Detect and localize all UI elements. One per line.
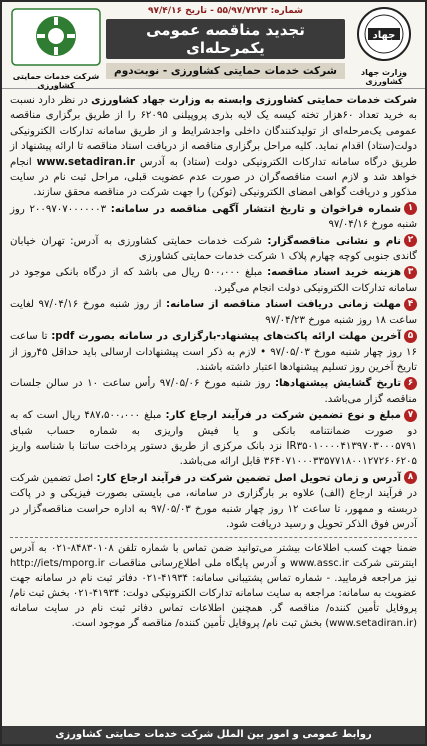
item-label: آدرس و زمان تحویل اصل تضمین شرکت در فرآیند ارجاع کار: — [96, 472, 401, 484]
list-item — [10, 376, 417, 407]
item-number: ۵ — [404, 330, 417, 343]
item-number: ۶ — [404, 377, 417, 390]
list-item — [10, 234, 417, 265]
company-logo — [8, 8, 104, 90]
company-caption: شرکت خدمات حمایتی کشاورزی — [12, 72, 100, 90]
item-number: ۴ — [404, 298, 417, 311]
intro-text-2: انجام خواهد شد و لازم است مناقصه‌گران در صورت عدم عضویت قبلی، مراحل ثبت نام در سایت مذکور و دریافت گواهی امضای الکترونیکی (توکن) را جهت شرکت در مناقصه محقق سازند. — [10, 156, 417, 199]
item-label: مبلغ و نوع تضمین شرکت در فرآیند ارجاع کار: — [165, 410, 401, 422]
ministry-logo-text: جهاد — [372, 30, 396, 41]
item-number: ۳ — [404, 266, 417, 279]
item-text: از روز شنبه مورخ ۹۷/۰۴/۱۶ لغایت ساعت ۱۸ روز شنبه مورخ ۹۷/۰۴/۲۳ — [10, 299, 417, 326]
intro-company: شرکت خدمات حمایتی کشاورزی وابسته به وزارت جهاد کشاورزی — [91, 95, 417, 106]
list-item — [10, 471, 417, 533]
item-label: مهلت زمانی دریافت اسناد مناقصه از سامانه: — [166, 299, 401, 311]
notice-subtitle: شرکت خدمات حمایتی کشاورزی - نوبت‌دوم — [106, 63, 345, 79]
contact-info: ضمنا جهت کسب اطلاعات بیشتر می‌توانید ضمن تماس با شماره تلفن ۸۴۸۳۰۱۰۸-۰۲۱ به آدرس اینترنتی شرکت www.assc.ir و آدرس پایگاه ملی اطلاع‌رسانی مناقصات http://iets/mporg.ir نیز مراجعه فرمایید. - شماره تماس پشتیبانی سامانه: ۴۱۹۳۴-۰۲۱ دفاتر ثبت نام در سامانه جهت عضویت به سامانه: مراجعه به سایت سامانه تدارکات الکترونیکی دولت: ۴۱۹۳۴-۰۲۱ بخش ثبت نام/ پروفایل تأمین کننده/ مناقصه گر. همچنین اطلاعات تماس دفاتر ثبت نام در سایت سامانه (www.setadiran.ir) بخش ثبت نام/ پروفایل تأمین کننده/ مناقصه گر موجود است. — [10, 537, 417, 631]
ministry-caption: وزارت جهاد کشاورزی — [361, 68, 407, 86]
list-item — [10, 297, 417, 328]
item-text: شرکت خدمات حمایتی کشاورزی به آدرس: تهران خیابان گاندی جنوبی کوچه چهارم پلاک ۱ شرکت خدمات حمایتی کشاورزی — [10, 235, 417, 263]
list-item — [10, 265, 417, 296]
item-number: ۲ — [404, 234, 417, 247]
item-text: روز شنبه مورخ ۹۷/۰۵/۰۶ رأس ساعت ۱۰ در سالن جلسات مناقصه گزار می‌باشد. — [10, 378, 417, 405]
item-text: اصل تضمین شرکت در فرآیند ارجاع (الف) علاوه بر بارگزاری در سامانه، می بایستی بصورت فیزیکی و در پاکت دربسته و ممهور، تا ساعت ۱۲ روز چهار شنبه مورخ ۹۷/۰۵/۰۳ به اداره حراست مناقصه‌گزار در آدرس فوق الذکر تحویل و رسید دریافت شود. — [10, 472, 417, 530]
list-item — [10, 408, 417, 470]
item-label: تاریخ گشایش پیشنهادها: — [274, 378, 402, 390]
item-text: مبلغ ۵۰۰،۰۰۰ ریال می باشد که از درگاه بانکی موجود در سامانه تدارکات الکترونیکی دولت انجام می‌گیرد. — [10, 267, 417, 294]
intro-text: در نظر دارد نسبت به خرید تعداد ۶۰هزار تخته کیسه یک لایه بذری پروپیلنی ۶۲۰۹۵ را از طریق برگزاری مناقصه عمومی یک‌مرحله‌ای از تولیدکنندگان داخلی واجدشرایط و از طریق سامانه تدارکات الکترونیکی دولت(ستاد) اقدام نماید. کلیه مراحل برگزاری مناقصه از دریافت اسناد مناقصه تا ارائه پیشنهاد از طریق درگاه سامانه تدارکات الکترونیکی دولت (ستاد) به آدرس — [10, 95, 417, 168]
notice-header — [2, 2, 425, 89]
reference-line: شماره: ۵۵/۹۷/۷۲۷۳ - تاریخ ۹۷/۴/۱۶ — [147, 6, 304, 16]
header-center — [106, 6, 345, 79]
notice-body — [2, 89, 425, 631]
item-number: ۱ — [404, 202, 417, 215]
item-text: تا ساعت ۱۶ روز چهار شنبه مورخ ۹۷/۰۵/۰۳ • لازم به ذکر است پیشنهادات ارسالی باید حداقل ۴۵روز از تاریخ آخرین روز تسلیم پیشنهادها اعتبار داشته باشند. — [10, 331, 417, 373]
item-number: ۷ — [404, 409, 417, 422]
item-text: ۲۰۰۹۷۰۷۰۰۰۰۰۰۳ روز شنبه مورخ ۹۷/۰۴/۱۶ — [10, 203, 417, 231]
footer-bar: روابط عمومی و امور بین الملل شرکت خدمات حمایتی کشاورزی — [2, 726, 425, 744]
list-item — [10, 329, 417, 375]
setad-url: www.setadiran.ir — [36, 156, 136, 168]
ministry-logo — [349, 6, 419, 86]
item-label: هزینه خرید اسناد مناقصه: — [267, 267, 402, 279]
list-item — [10, 202, 417, 233]
item-label: آخرین مهلت ارائه پاکت‌های پیشنهاد-بارگزاری در سامانه بصورت pdf: — [51, 331, 401, 343]
intro-paragraph — [10, 93, 417, 201]
item-text: مبلغ ۴۸۷،۵۰۰،۰۰۰ ریال است که به دو صورت ضمانتنامه بانکی و یا فیش واریزی به شماره حساب شبای IR۳۵۰۱۰۰۰۰۴۱۳۹۷۰۳۰۰۰۵۷۹۱ نزد بانک مرکزی از طریق دستور پرداخت ساتنا با شناسه واریز ۳۶۴۰۷۱۰۰۰۳۳۵۷۷۱۸۰۰۱۲۷۲۶۰۶۲۰۵ قابل ارائه می‌باشد. — [10, 410, 417, 468]
company-emblem-icon — [11, 8, 101, 66]
item-number: ۸ — [404, 471, 417, 484]
ministry-emblem-icon — [356, 6, 412, 62]
item-label: شماره فراخوان و تاریخ انتشار آگهی مناقصه در سامانه: — [110, 203, 401, 215]
item-label: نام و نشانی مناقصه‌گزار: — [267, 235, 401, 247]
notice-title: تجدید مناقصه عمومی یکمرحله‌ای — [106, 19, 345, 59]
